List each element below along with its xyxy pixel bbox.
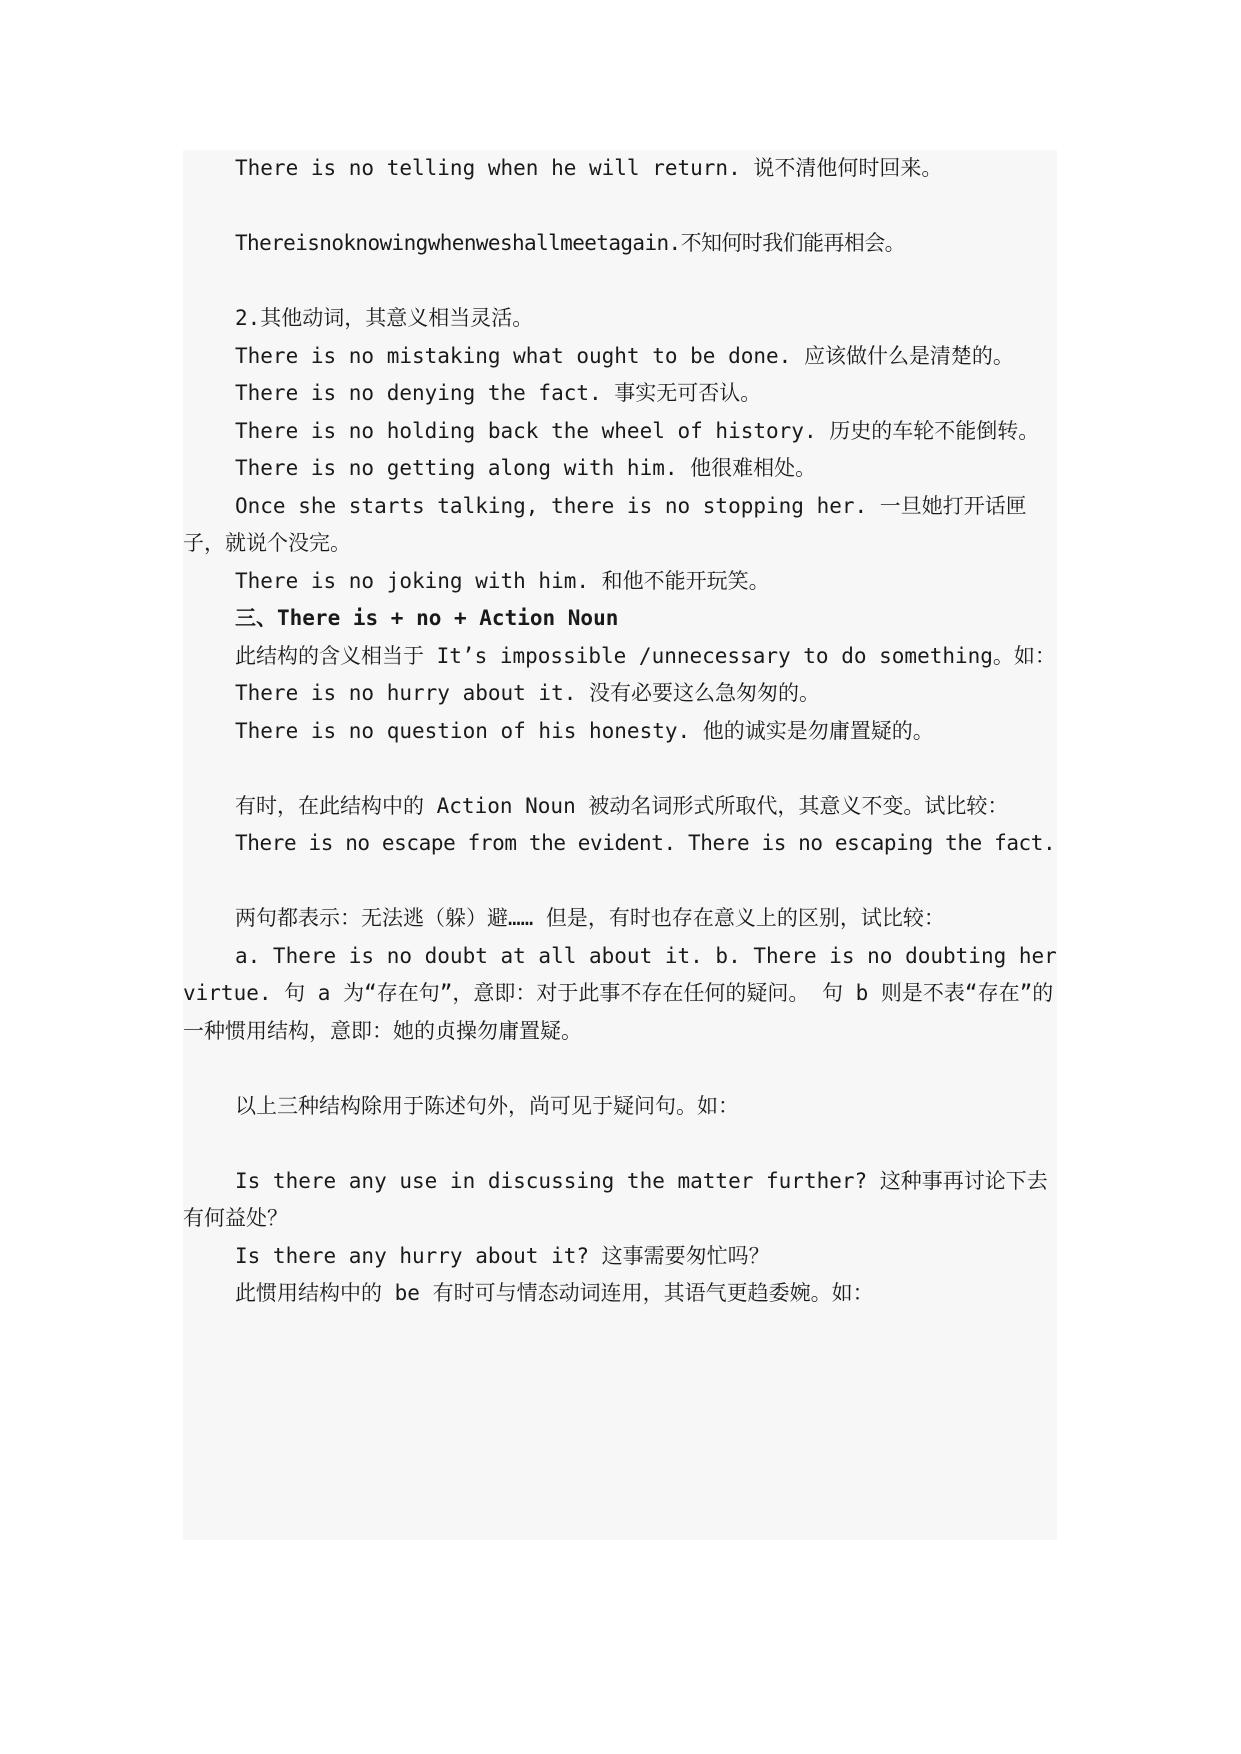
example-sentence: There is no joking with him. 和他不能开玩笑。 [235, 568, 770, 593]
example-sentence: There is no escape from the evident. There is no escaping the fact. [235, 831, 1056, 855]
blank-line [183, 750, 1057, 788]
example-sentence: There is no denying the fact. 事实无可否认。 [235, 381, 762, 405]
example-sentence: Is there any use in discussing the matter further? 这种事再讨论下去有何益处？ [183, 1168, 1048, 1230]
document-body [183, 150, 1057, 1313]
blank-line [183, 263, 1057, 301]
example-sentence: There is no holding back the wheel of history. 历史的车轮不能倒转。 [235, 418, 1040, 443]
example-sentence: Thereisnoknowingwhenweshallmeetagain.不知何时我们能再相会。 [235, 231, 905, 255]
example-sentence: There is no mistaking what ought to be done. 应该做什么是清楚的。 [235, 343, 1014, 368]
explanation-paragraph: 此结构的含义相当于 It’s impossible /unnecessary to do something。如： [235, 643, 1056, 668]
example-sentence: There is no question of his honesty. 他的诚实是勿庸置疑的。 [235, 718, 934, 743]
example-sentence: There is no hurry about it. 没有必要这么急匆匆的。 [235, 681, 821, 705]
blank-line [183, 188, 1057, 226]
blank-line [183, 1125, 1057, 1163]
example-sentence: Is there any hurry about it? 这事需要匆忙吗？ [235, 1243, 770, 1268]
blank-line [183, 1050, 1057, 1088]
example-sentence: There is no telling when he will return. 说不清他何时回来。 [235, 156, 943, 180]
explanation-paragraph: 有时，在此结构中的 Action Noun 被动名词形式所取代，其意义不变。试比较： [235, 793, 1009, 818]
document-page [183, 150, 1057, 1540]
section-heading: 三、There is + no + Action Noun [235, 606, 619, 630]
explanation-paragraph: 此惯用结构中的 be 有时可与情态动词连用，其语气更趋委婉。如： [235, 1281, 874, 1305]
explanation-paragraph: 两句都表示：无法逃（躲）避…… 但是，有时也存在意义上的区别，试比较： [235, 906, 945, 930]
blank-line [183, 863, 1057, 901]
section-subheading: 2.其他动词，其意义相当灵活。 [235, 306, 534, 330]
explanation-paragraph: 以上三种结构除用于陈述句外，尚可见于疑问句。如： [235, 1093, 739, 1118]
example-sentence: There is no getting along with him. 他很难相处。 [235, 456, 817, 480]
example-sentence: Once she starts talking, there is no stopping her. 一旦她打开话匣子，就说个没完。 [183, 493, 1027, 555]
example-comparison-paragraph: a. There is no doubt at all about it. b. There is no doubting her virtue. 句 a 为“存在句”，意即：对于此事不存在任何的疑问。 句 b 则是不表“存在”的一种惯用结构，意即：她的贞操勿庸置疑。 [183, 943, 1057, 1043]
